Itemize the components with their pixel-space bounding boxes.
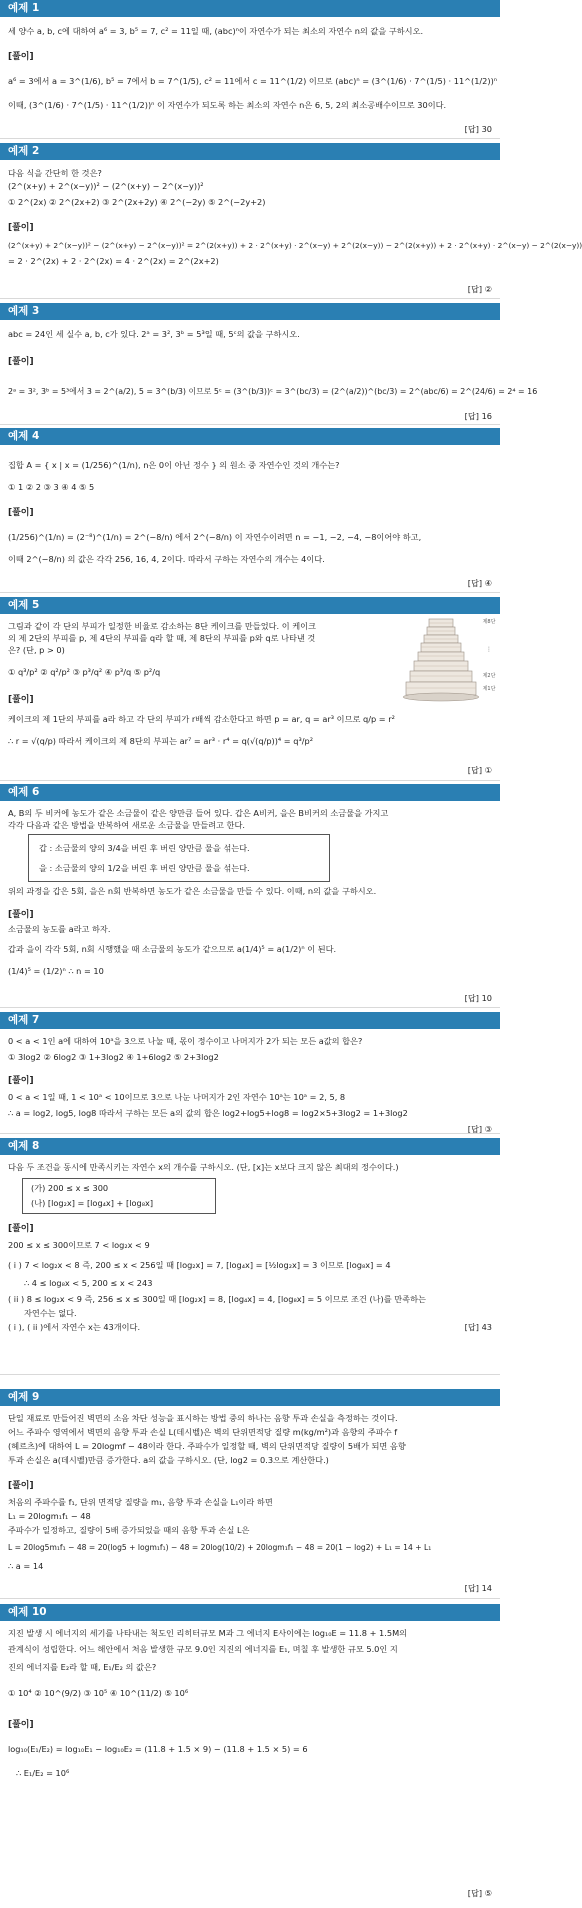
example-title: 예제 9 xyxy=(0,1389,500,1406)
solution-line: L₁ = 20logm₁f₁ − 48 xyxy=(8,1511,91,1521)
solution-label: [풀이] xyxy=(8,1224,34,1234)
choices: ① 3log2 ② 6log2 ③ 1+3log2 ④ 1+6log2 ⑤ 2+3log2 xyxy=(8,1052,219,1062)
solution-line: ( ii ) 8 ≤ log₂x < 9 즉, 256 ≤ x ≤ 300일 때 [log₂x] = 8, [log₄x] = 4, [log₈x] = 5 이므로 조건 (나)를 만족하는 xyxy=(8,1294,426,1304)
answer: [답] ① xyxy=(467,765,492,775)
problem-text: 의 제 2단의 부피를 p, 제 4단의 부피를 q라 할 때, 제 8단의 부피를 p와 q로 나타낸 것 xyxy=(8,633,316,643)
problem-text: 세 양수 a, b, c에 대하여 a⁶ = 3, b⁵ = 7, c² = 11일 때, (abc)ⁿ이 자연수가 되는 최소의 자연수 n의 값을 구하시오. xyxy=(8,26,424,36)
example-title: 예제 8 xyxy=(0,1138,500,1155)
problem-text: 어느 주파수 영역에서 벽면의 음향 투과 손실 L(데시벨)은 벽의 단위면적당 질량 m(kg/m²)과 음향의 주파수 f xyxy=(8,1427,398,1437)
divider xyxy=(0,780,500,781)
solution-line: a⁶ = 3에서 a = 3^(1/6), b⁵ = 7에서 b = 7^(1/5), c² = 11에서 c = 11^(1/2) 이므로 (abc)ⁿ = (3^(1/6) · 7^(1/5) · 11^(1/2))ⁿ xyxy=(8,76,498,86)
answer: [답] ② xyxy=(467,284,492,294)
cake-label-tier2: 제2단 xyxy=(482,673,496,679)
example-title: 예제 10 xyxy=(0,1604,500,1621)
problem-text: 다음 식을 간단히 한 것은? xyxy=(8,168,102,178)
solution-label: [풀이] xyxy=(8,357,34,367)
problem-text: 진의 에너지를 E₂라 할 때, E₁/E₂ 의 값은? xyxy=(8,1662,157,1672)
solution-line: ∴ 4 ≤ log₈x < 5, 200 ≤ x < 243 xyxy=(24,1278,153,1288)
divider xyxy=(0,1007,500,1008)
answer: [답] 16 xyxy=(464,411,492,421)
solution-label: [풀이] xyxy=(8,1720,34,1730)
problem-text: 지진 발생 시 에너지의 세기를 나타내는 척도인 리히터규모 M과 그 에너지 E사이에는 log₁₀E = 11.8 + 1.5M의 xyxy=(8,1628,408,1638)
solution-label: [풀이] xyxy=(8,910,34,920)
solution-line: ∴ a = 14 xyxy=(8,1561,44,1571)
divider xyxy=(0,1598,500,1599)
problem-text: 은? (단, p > 0) xyxy=(8,645,65,655)
procedure-eul: 을 : 소금물의 양의 1/2을 버린 후 버린 양만큼 물을 섞는다. xyxy=(39,863,250,873)
solution-line: 케이크의 제 1단의 부피를 a라 하고 각 단의 부피가 r배씩 감소한다고 하면 p = ar, q = ar³ 이므로 q/p = r² xyxy=(8,714,395,724)
solution-line: (2^(x+y) + 2^(x−y))² − (2^(x+y) − 2^(x−y))² = 2^(2(x+y)) + 2 · 2^(x+y) · 2^(x−y) + 2^(2(x−y)) − 2^(2(x+y)) + 2 · 2^(x+y) · 2^(x−y) − 2^(2(x−y)) xyxy=(8,241,582,250)
solution-line: ( i ) 7 < log₂x < 8 즉, 200 ≤ x < 256일 때 [log₂x] = 7, [log₄x] = [½log₂x] = 3 이므로 [log₈x] = 4 xyxy=(8,1260,391,1270)
solution-line: (1/256)^(1/n) = (2⁻⁸)^(1/n) = 2^(−8/n) 에서 2^(−8/n) 이 자연수이려면 n = −1, −2, −4, −8이어야 하고, xyxy=(8,532,422,542)
example-title: 예제 7 xyxy=(0,1012,500,1029)
condition-box xyxy=(22,1178,216,1214)
procedure-gap: 갑 : 소금물의 양의 3/4을 버린 후 버린 양만큼 물을 섞는다. xyxy=(39,843,250,853)
solution-line: 처음의 주파수를 f₁, 단위 면적당 질량을 m₁, 음향 투과 손실을 L₁이라 하면 xyxy=(8,1497,273,1507)
example-title: 예제 4 xyxy=(0,428,500,445)
solution-line: log₁₀(E₁/E₂) = log₁₀E₁ − log₁₀E₂ = (11.8 + 1.5 × 9) − (11.8 + 1.5 × 5) = 6 xyxy=(8,1744,308,1754)
choices: ① 1 ② 2 ③ 3 ④ 4 ⑤ 5 xyxy=(8,482,95,492)
example-title: 예제 3 xyxy=(0,303,500,320)
problem-text: 관계식이 성립한다. 어느 해안에서 처음 발생한 규모 9.0인 지진의 에너지를 E₁, 며칠 후 발생한 규모 5.0인 지 xyxy=(8,1644,398,1654)
solution-line: 0 < a < 1일 때, 1 < 10ᵃ < 10이므로 3으로 나눈 나머지가 2인 자연수 10ᵃ는 10ᵃ = 2, 5, 8 xyxy=(8,1092,346,1102)
solution-line: 200 ≤ x ≤ 300이므로 7 < log₂x < 9 xyxy=(8,1240,150,1250)
solution-label: [풀이] xyxy=(8,1481,34,1491)
problem-text: 단일 재료로 만들어진 벽면의 소음 차단 성능을 표시하는 방법 중의 하나는 음향 투과 손실을 측정하는 것이다. xyxy=(8,1413,398,1423)
solution-label: [풀이] xyxy=(8,223,34,233)
solution-line: 2ᵃ = 3², 3ᵇ = 5³에서 3 = 2^(a/2), 5 = 3^(b/3) 이므로 5ᶜ = (3^(b/3))ᶜ = 3^(bc/3) = (2^(a/2))^(bc/3) = 2^(abc/6) = 2^(24/6) = 2⁴ = 16 xyxy=(8,387,538,396)
condition-na: (나) [log₂x] = [log₄x] + [log₈x] xyxy=(31,1198,154,1208)
solution-line: 이때, (3^(1/6) · 7^(1/5) · 11^(1/2))ⁿ 이 자연수가 되도록 하는 최소의 자연수 n은 6, 5, 2의 최소공배수이므로 30이다. xyxy=(8,100,447,110)
solution-line: = 2 · 2^(2x) + 2 · 2^(2x) = 4 · 2^(2x) = 2^(2x+2) xyxy=(8,256,219,266)
problem-text: 투과 손실은 a(데시벨)만큼 증가한다. a의 값을 구하시오. (단, log2 = 0.3으로 계산한다.) xyxy=(8,1455,329,1465)
answer: [답] 14 xyxy=(464,1583,492,1593)
example-title: 예제 6 xyxy=(0,784,500,801)
solution-line: 자연수는 없다. xyxy=(24,1308,77,1318)
cake-label-tier8: 제8단 xyxy=(482,619,496,625)
solution-line: (1/4)⁵ = (1/2)ⁿ ∴ n = 10 xyxy=(8,966,104,976)
answer: [답] ⑤ xyxy=(467,1888,492,1898)
problem-text: abc = 24인 세 실수 a, b, c가 있다. 2ᵃ = 3², 3ᵇ = 5³일 때, 5ᶜ의 값을 구하시오. xyxy=(8,329,300,339)
solution-line: 이때 2^(−8/n) 의 값은 각각 256, 16, 4, 2이다. 따라서 구하는 자연수의 개수는 4이다. xyxy=(8,554,325,564)
problem-text: 집합 A = { x | x = (1/256)^(1/n), n은 0이 아닌 정수 } 의 원소 중 자연수인 것의 개수는? xyxy=(8,460,340,470)
choices: ① 10⁴ ② 10^(9/2) ③ 10⁵ ④ 10^(11/2) ⑤ 10⁶ xyxy=(8,1688,189,1698)
divider xyxy=(0,1133,500,1134)
answer: [답] ④ xyxy=(467,578,492,588)
solution-label: [풀이] xyxy=(8,508,34,518)
solution-line: ( i ), ( ii )에서 자연수 x는 43개이다. xyxy=(8,1322,141,1332)
condition-ga: (가) 200 ≤ x ≤ 300 xyxy=(31,1183,109,1193)
problem-text: 다음 두 조건을 동시에 만족시키는 자연수 x의 개수를 구하시오. (단, [x]는 x보다 크지 않은 최대의 정수이다.) xyxy=(8,1162,399,1172)
solution-line: ∴ a = log2, log5, log8 따라서 구하는 모든 a의 값의 합은 log2+log5+log8 = log2×5+3log2 = 1+3log2 xyxy=(8,1108,408,1118)
solution-line: ∴ E₁/E₂ = 10⁶ xyxy=(16,1768,70,1778)
eight-tier-cake-illustration xyxy=(400,615,498,705)
example-title: 예제 2 xyxy=(0,143,500,160)
divider xyxy=(0,1374,500,1375)
choices: ① 2^(2x) ② 2^(2x+2) ③ 2^(2x+2y) ④ 2^(−2y) ⑤ 2^(−2y+2) xyxy=(8,197,266,207)
example-title: 예제 5 xyxy=(0,597,500,614)
problem-expression: (2^(x+y) + 2^(x−y))² − (2^(x+y) − 2^(x−y))² xyxy=(8,181,204,191)
solution-label: [풀이] xyxy=(8,52,34,62)
problem-text: A, B의 두 비커에 농도가 같은 소금물이 같은 양만큼 들어 있다. 갑은 A비커, 을은 B비커의 소금물을 가지고 xyxy=(8,808,389,818)
problem-text: 0 < a < 1인 a에 대하여 10ᵃ을 3으로 나눌 때, 몫이 정수이고 나머지가 2가 되는 모든 a값의 합은? xyxy=(8,1036,363,1046)
problem-text: 위의 과정을 갑은 5회, 을은 n회 반복하면 농도가 같은 소금물을 만들 수 있다. 이때, n의 값을 구하시오. xyxy=(8,886,377,896)
answer: [답] ③ xyxy=(467,1124,492,1134)
divider xyxy=(0,298,500,299)
cake-figure xyxy=(400,615,498,705)
divider xyxy=(0,424,500,425)
solution-line: L = 20log5m₁f₁ − 48 = 20(log5 + logm₁f₁) − 48 = 20log(10/2) + 20logm₁f₁ − 48 = 20(1 − log2) + L₁ = 14 + L₁ xyxy=(8,1543,432,1552)
divider xyxy=(0,592,500,593)
problem-text: (헤르츠)에 대하여 L = 20logmf − 48이라 한다. 주파수가 일정할 때, 벽의 단위면적당 질량이 5배가 되면 음향 xyxy=(8,1441,406,1451)
problem-text: 그림과 같이 각 단의 부피가 일정한 비율로 감소하는 8단 케이크를 만들었다. 이 케이크 xyxy=(8,621,316,631)
solution-line: ∴ r = √(q/p) 따라서 케이크의 제 8단의 부피는 ar⁷ = ar³ · r⁴ = q(√(q/p))⁴ = q³/p² xyxy=(8,736,313,746)
problem-text: 각각 다음과 같은 방법을 반복하여 새로운 소금물을 만들려고 한다. xyxy=(8,820,245,830)
answer: [답] 10 xyxy=(464,993,492,1003)
choices: ① q³/p² ② q²/p² ③ p³/q² ④ p³/q ⑤ p²/q xyxy=(8,667,161,677)
solution-label: [풀이] xyxy=(8,1076,34,1086)
cake-label-tier1: 제1단 xyxy=(482,686,496,692)
solution-line: 갑과 을이 각각 5회, n회 시행했을 때 소금물의 농도가 같으므로 a(1/4)⁵ = a(1/2)ⁿ 이 된다. xyxy=(8,944,337,954)
example-title: 예제 1 xyxy=(0,0,500,17)
procedure-box xyxy=(28,834,330,882)
answer: [답] 30 xyxy=(464,124,492,134)
solution-label: [풀이] xyxy=(8,695,34,705)
divider xyxy=(0,138,500,139)
answer: [답] 43 xyxy=(464,1322,492,1332)
vertical-ellipsis-icon: ⋮ xyxy=(486,646,492,653)
solution-line: 주파수가 일정하고, 질량이 5배 증가되었을 때의 음향 투과 손실 L은 xyxy=(8,1525,250,1535)
solution-line: 소금물의 농도를 a라고 하자. xyxy=(8,924,111,934)
